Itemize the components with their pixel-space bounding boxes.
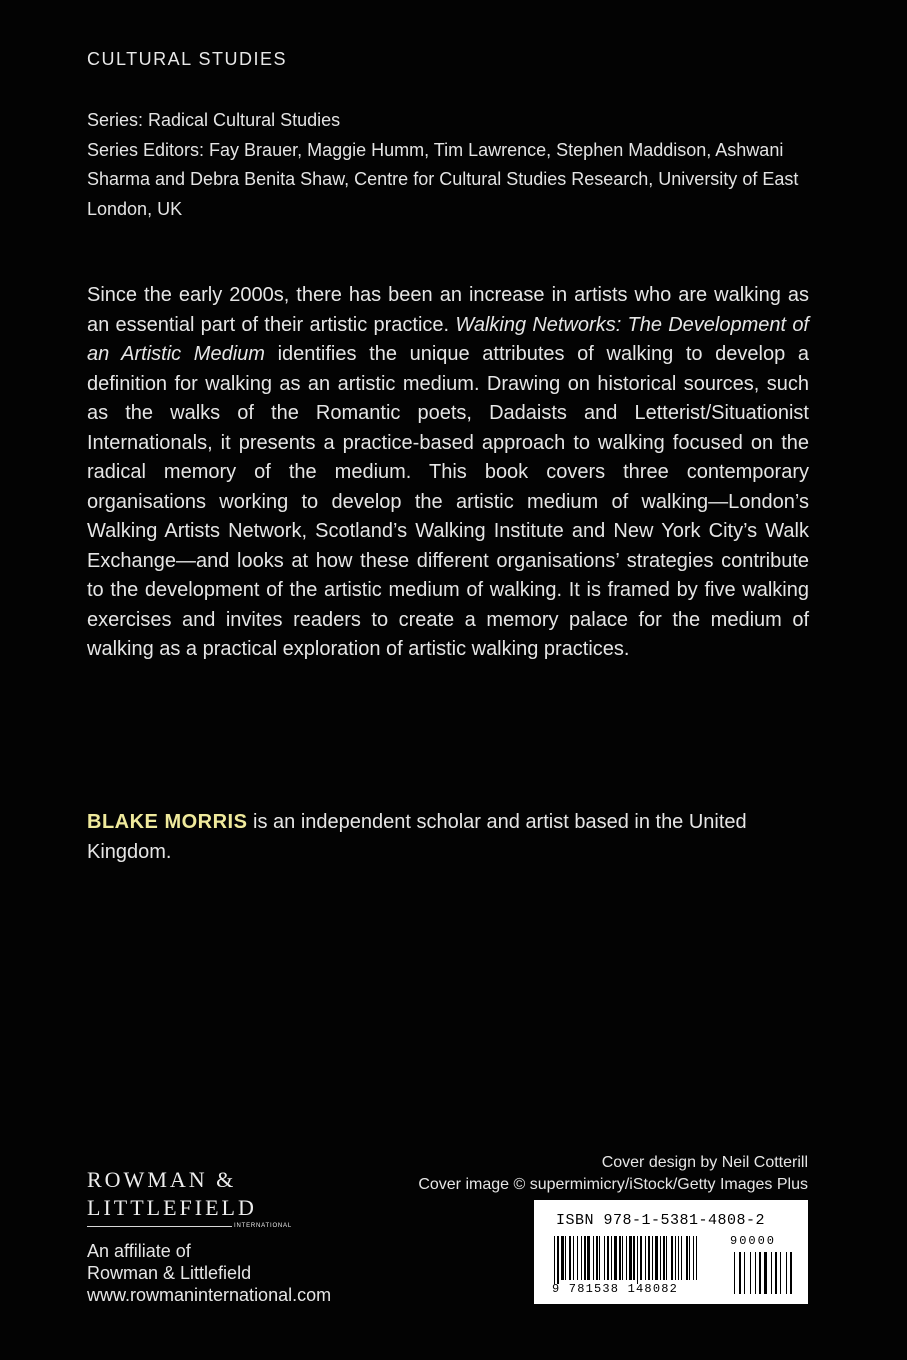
barcode-bar — [652, 1236, 653, 1280]
divider — [87, 1226, 232, 1227]
barcode-addon-bar — [771, 1252, 772, 1294]
barcode-bar — [561, 1236, 564, 1280]
barcode-addon-bar — [764, 1252, 767, 1294]
barcode-bar — [565, 1236, 566, 1280]
barcode-bar — [675, 1236, 676, 1280]
publisher-logo-line2: LITTLEFIELD — [87, 1195, 257, 1220]
barcode-addon-bar — [734, 1252, 735, 1294]
series-info — [87, 106, 817, 224]
barcode-bar — [596, 1236, 598, 1280]
author-bio-text: is an independent scholar and artist based in the United Kingdom. — [87, 811, 747, 863]
publisher-logo-line1: ROWMAN & — [87, 1167, 237, 1192]
barcode-bar — [681, 1236, 682, 1280]
series-editors: Series Editors: Fay Brauer, Maggie Humm, Tim Lawrence, Stephen Maddison, Ashwani Sharma and Debra Benita Shaw, Centre for Cultural Studies Research, University of East London, UK — [87, 139, 799, 219]
barcode-addon-bar — [755, 1252, 756, 1294]
publisher-logo — [87, 1166, 292, 1229]
series-name: Series: Radical Cultural Studies — [87, 110, 341, 130]
barcode-addon-bar — [775, 1252, 777, 1294]
barcode-bar — [607, 1236, 609, 1280]
isbn-barcode — [534, 1200, 808, 1304]
barcode-addon-bar — [750, 1252, 751, 1294]
blurb-body: identifies the unique attributes of walking to develop a definition for walking as an artistic medium. Drawing on historical sources, such as the walks of the Romantic poets, Dadaists and Letterist/Situationist Internationals, it presents a practice-based approach to walking focused on the radical memory of the medium. This book covers three contemporary organisations working to develop the artistic medium of walking—London’s Walking Artists Network, Scotland’s Walking Institute and New York City’s Walk Exchange—and looks at how these different organisations’ strategies contribute to the development of the artistic medium of walking. It is framed by five walking exercises and invites readers to create a memory palace for the medium of walking as a practical exploration of artistic walking practices. — [87, 343, 809, 660]
barcode-bar — [619, 1236, 621, 1280]
cover-credits — [418, 1152, 808, 1196]
barcode-bar — [693, 1236, 694, 1280]
book-description — [87, 281, 809, 665]
barcode-bar — [557, 1236, 559, 1284]
barcode-bar — [671, 1236, 673, 1280]
barcode-bar — [611, 1236, 612, 1280]
barcode-bar — [593, 1236, 594, 1280]
affiliate-line1: An affiliate of — [87, 1241, 191, 1261]
barcode-bar — [689, 1236, 690, 1280]
barcode-bar — [648, 1236, 650, 1280]
author-name: BLAKE MORRIS — [87, 811, 248, 833]
barcode-bar — [581, 1236, 582, 1280]
barcode-bar — [614, 1236, 617, 1280]
publisher-logo-intl: INTERNATIONAL — [234, 1223, 292, 1229]
barcode-bar — [554, 1236, 555, 1284]
blurb-intro: Since the early 2000s, there has been an increase in artists who are walking as an essential part of their artistic practice. — [87, 284, 809, 336]
barcode-bar — [584, 1236, 586, 1280]
book-title: Walking Networks: The Development of an Artistic Medium — [87, 313, 809, 365]
barcode-addon-bar — [739, 1252, 741, 1294]
barcode-bar — [633, 1236, 635, 1280]
barcode-bar — [599, 1236, 600, 1280]
barcode-bar — [645, 1236, 646, 1280]
barcode-addon-bar — [759, 1252, 761, 1294]
affiliate-line2: Rowman & Littlefield — [87, 1263, 252, 1283]
barcode-addon-bar — [744, 1252, 745, 1294]
barcode-addon-bar — [780, 1252, 781, 1294]
barcode-bar — [660, 1236, 661, 1280]
barcode-digits: 9 781538 148082 — [552, 1282, 679, 1296]
category-label: CULTURAL STUDIES — [87, 49, 288, 69]
barcode-bar — [678, 1236, 679, 1280]
barcode-addon-bar — [790, 1252, 792, 1294]
cover-image-credit: Cover image © supermimicry/iStock/Getty Images Plus — [418, 1176, 808, 1193]
author-bio — [87, 808, 817, 867]
cover-design-credit: Cover design by Neil Cotterill — [601, 1154, 808, 1171]
isbn-text: ISBN 978-1-5381-4808-2 — [556, 1212, 766, 1229]
publisher-website: www.rowmaninternational.com — [87, 1285, 332, 1305]
barcode-bar — [626, 1236, 627, 1280]
publisher-affiliate — [87, 1240, 331, 1306]
barcode-bar — [569, 1236, 571, 1280]
barcode-bar — [686, 1236, 688, 1280]
barcode-bar — [666, 1236, 667, 1280]
barcode-addon-bar — [786, 1252, 787, 1294]
barcode-bar — [637, 1236, 638, 1284]
barcode-bar — [604, 1236, 605, 1280]
barcode-bar — [663, 1236, 665, 1280]
barcode-bar — [587, 1236, 590, 1280]
barcode-bar — [696, 1236, 697, 1280]
barcode-price-code: 90000 — [730, 1234, 777, 1248]
publisher-logo-rule — [87, 1223, 292, 1229]
barcode-bar — [640, 1236, 642, 1280]
barcode-bar — [629, 1236, 632, 1280]
barcode-bar — [573, 1236, 574, 1280]
barcode-bar — [655, 1236, 658, 1280]
barcode-bar — [577, 1236, 578, 1280]
barcode-bar — [622, 1236, 623, 1280]
